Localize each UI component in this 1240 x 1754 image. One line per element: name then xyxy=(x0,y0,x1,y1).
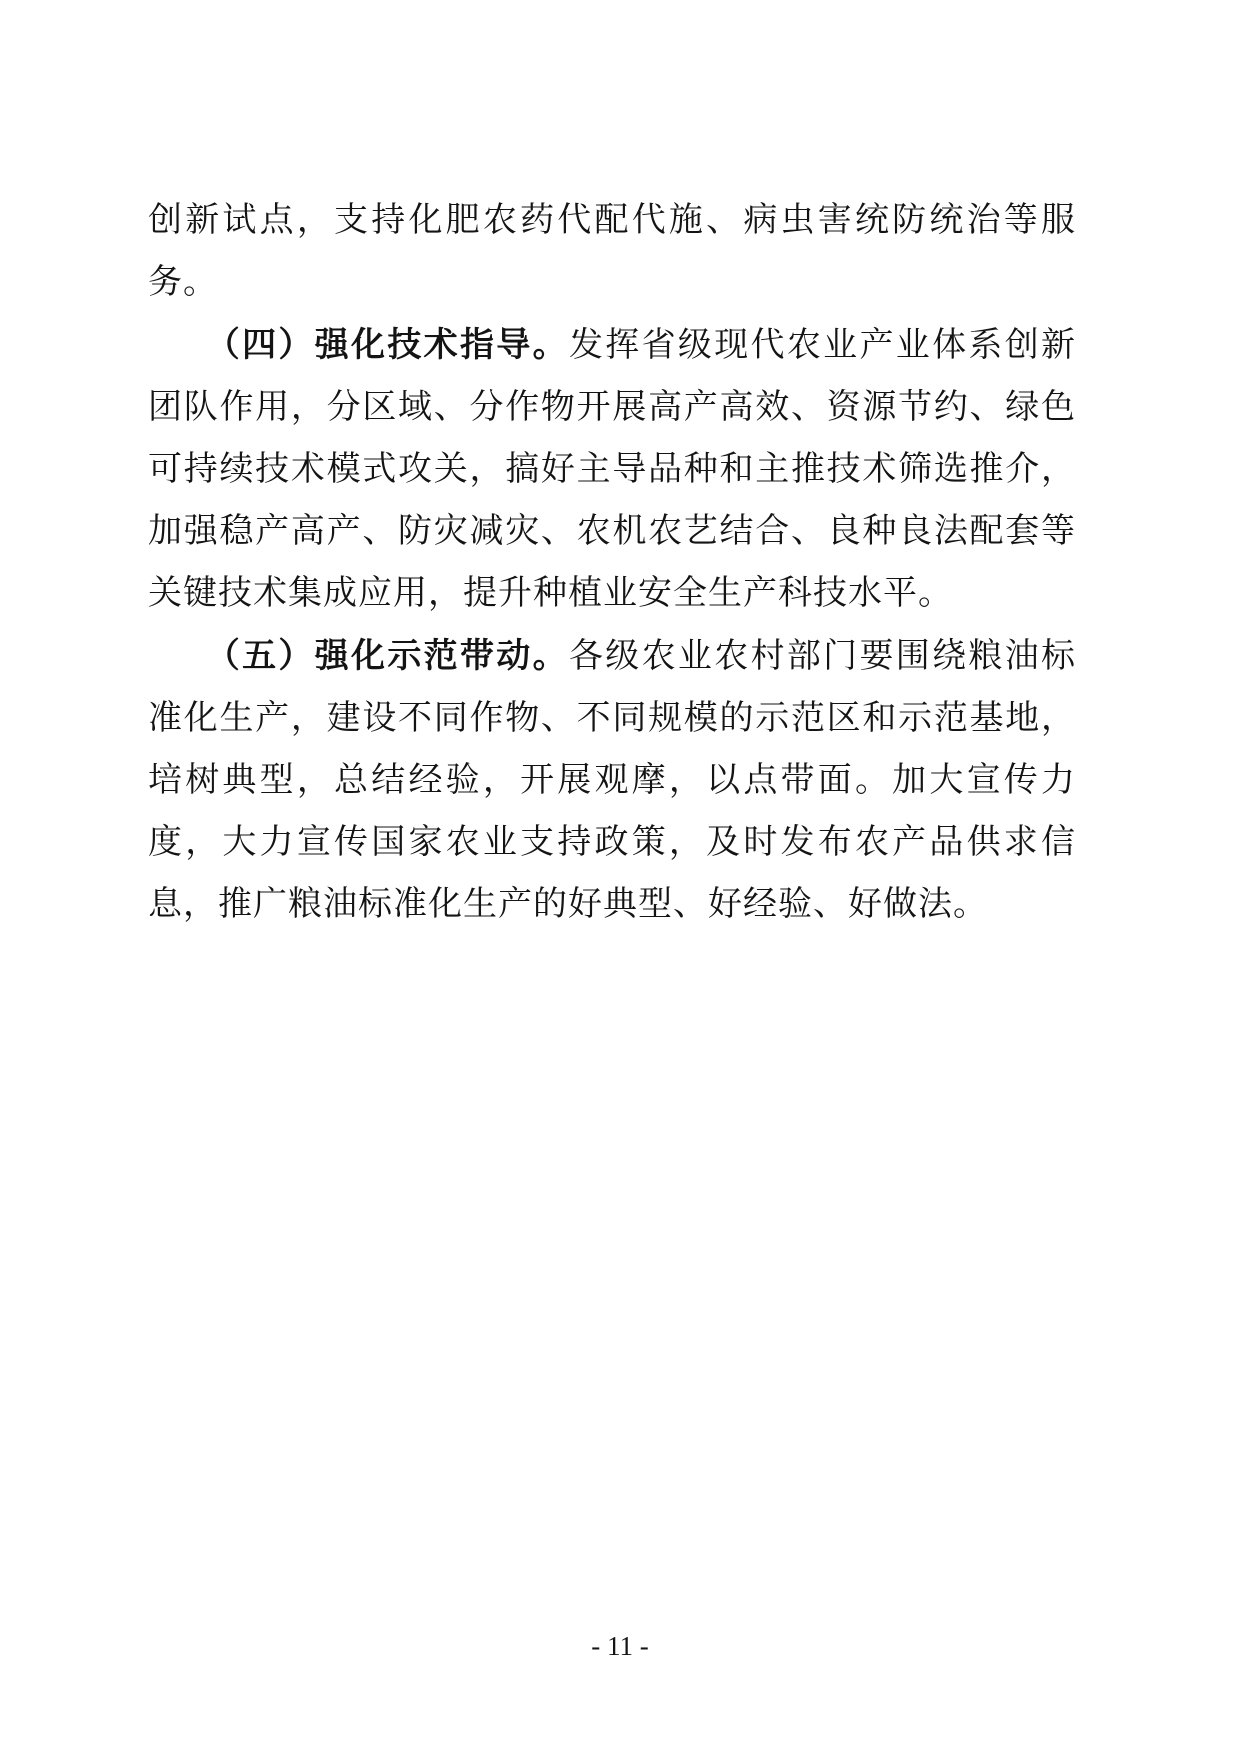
section-heading: （五）强化示范带动。 xyxy=(205,637,569,675)
document-body xyxy=(148,190,1076,936)
paragraph-text: 发挥省级现代农业产业体系创新团队作用，分区域、分作物开展高产高效、资源节约、绿色可持续技术模式攻关，搞好主导品种和主推技术筛选推介，加强稳产高产、防灾减灾、农机农艺结合、良种良法配套等关键技术集成应用，提升种植业安全生产科技水平。 xyxy=(148,327,1077,612)
page-number: - 11 - xyxy=(591,1631,649,1661)
paragraph-text: 各级农业农村部门要围绕粮油标准化生产，建设不同作物、不同规模的示范区和示范基地，培树典型，总结经验，开展观摩，以点带面。加大宣传力度，大力宣传国家农业支持政策，及时发布农产品供求信息，推广粮油标准化生产的好典型、好经验、好做法。 xyxy=(148,638,1077,923)
paragraph-section-5 xyxy=(148,625,1076,936)
paragraph-continuation xyxy=(148,190,1076,314)
paragraph-section-4 xyxy=(148,314,1076,625)
section-heading: （四）强化技术指导。 xyxy=(205,326,569,364)
paragraph-text: 创新试点，支持化肥农药代配代施、病虫害统防统治等服务。 xyxy=(148,202,1076,301)
